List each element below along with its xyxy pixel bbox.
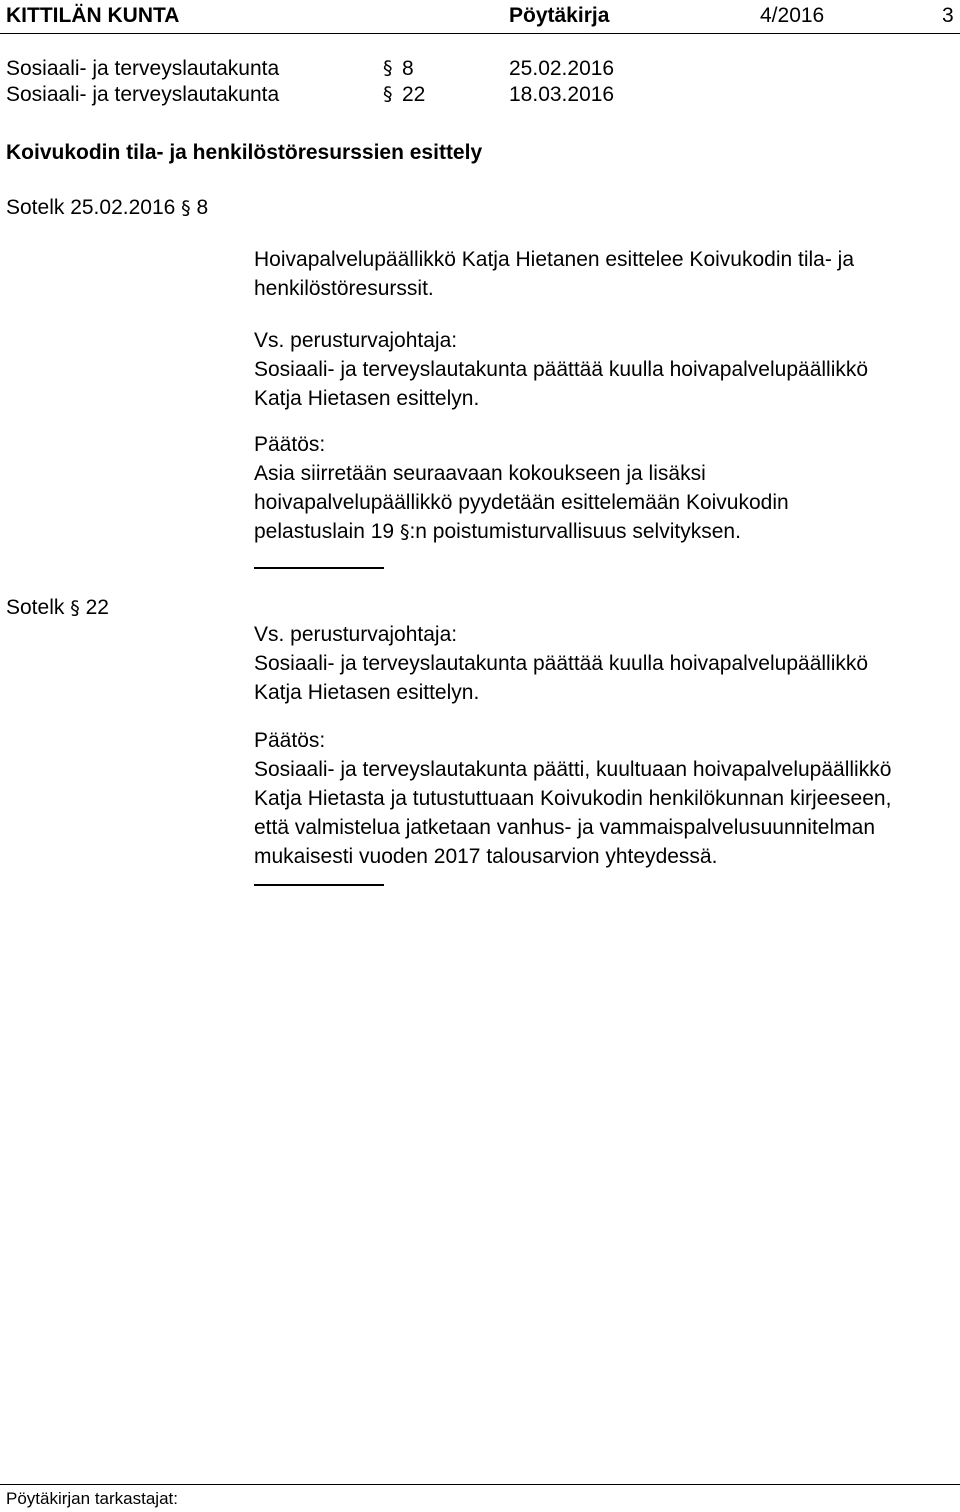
text-line: että valmistelua jatketaan vanhus- ja vammaispalvelusuunnitelman [254,816,875,839]
section-symbol: § [181,197,191,219]
text-line: Asia siirretään seuraavaan kokoukseen ja lisäksi [254,462,706,485]
text-line: Sosiaali- ja terveyslautakunta päättää kuulla hoivapalvelupäällikkö [254,358,869,381]
proposal-paragraph [254,620,960,707]
item-reference-number: 22 [85,596,109,619]
item-end-rule [254,567,384,569]
meeting-row-section: 22 [402,83,426,106]
decision-label: Päätös: [254,433,326,456]
header-divider [0,33,960,34]
footer-divider [0,1484,960,1485]
meeting-row-body: Sosiaali- ja terveyslautakunta [6,57,280,80]
page-number: 3 [942,4,954,27]
text-line: Hoivapalvelupäällikkö Katja Hietanen esittelee Koivukodin tila- ja [254,248,855,271]
text-line: Katja Hietasen esittelyn. [254,681,480,704]
text-line: Sosiaali- ja terveyslautakunta päätti, kuultuaan hoivapalvelupäällikkö [254,758,892,781]
text-line: Katja Hietasen esittelyn. [254,387,480,410]
organization-name: KITTILÄN KUNTA [6,4,180,27]
decision-paragraph [254,430,960,547]
meeting-row-date: 18.03.2016 [509,83,615,106]
item-reference-prefix: Sotelk 25.02.2016 [6,196,176,219]
proposal-label: Vs. perusturvajohtaja: [254,329,458,352]
item-end-rule [254,884,384,886]
section-symbol: § [383,83,393,105]
document-title: Koivukodin tila- ja henkilöstöresurssien esittely [6,141,483,164]
text-line: henkilöstöresurssit. [254,277,434,300]
document-type: Pöytäkirja [509,4,610,27]
text-line: mukaisesti vuoden 2017 talousarvion yhteydessä. [254,845,718,868]
item-reference [6,593,109,623]
meeting-row-body: Sosiaali- ja terveyslautakunta [6,83,280,106]
proposal-label: Vs. perusturvajohtaja: [254,623,458,646]
decision-paragraph [254,726,960,871]
item-reference-number: 8 [196,196,209,219]
text-line: Sosiaali- ja terveyslautakunta päättää kuulla hoivapalvelupäällikkö [254,652,869,675]
item-reference [6,193,208,223]
text-line [254,517,960,547]
text-fragment: pelastuslain 19 [254,520,395,543]
section-symbol: § [70,597,80,619]
text-fragment: :n poistumisturvallisuus selvityksen. [409,520,741,543]
document-number: 4/2016 [760,4,825,27]
meeting-row-section: 8 [402,57,414,80]
text-line: Katja Hietasta ja tutustuttuaan Koivukodin henkilökunnan kirjeeseen, [254,787,892,810]
meeting-row-date: 25.02.2016 [509,57,615,80]
section-symbol: § [399,521,410,543]
footer-label: Pöytäkirjan tarkastajat: [6,1489,178,1508]
item-reference-prefix: Sotelk [6,596,65,619]
section-symbol: § [383,57,393,79]
decision-label: Päätös: [254,729,326,752]
proposal-paragraph [254,326,960,413]
intro-paragraph [254,245,960,303]
text-line: hoivapalvelupäällikkö pyydetään esittelemään Koivukodin [254,491,789,514]
